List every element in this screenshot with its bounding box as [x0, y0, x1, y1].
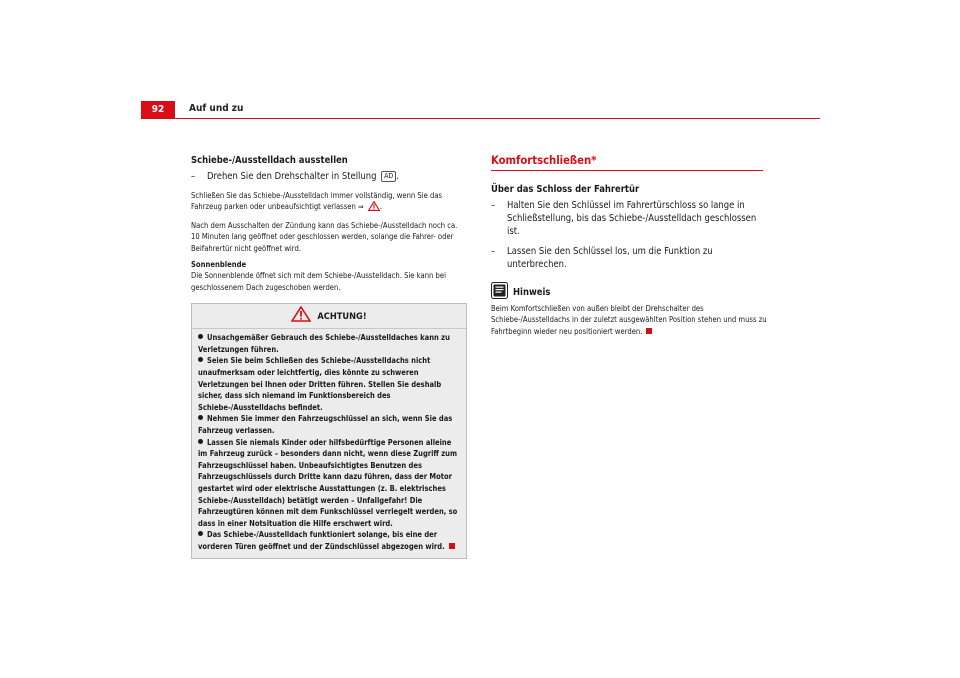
- warning-title: ACHTUNG!: [317, 310, 367, 322]
- warning-box: [191, 303, 467, 558]
- warning-bullet: [198, 437, 460, 530]
- page-number: 92: [141, 101, 175, 118]
- para1-text: Schließen Sie das Schiebe-/Ausstelldach immer vollständig, wenn Sie das Fahrzeug parken oder unbeaufsichtigt verlassen: [191, 191, 443, 212]
- note-label: Hinweis: [513, 286, 551, 298]
- note-text: [491, 303, 767, 337]
- page-header: [141, 101, 820, 118]
- step-item: [491, 199, 767, 238]
- warning-header: [192, 304, 466, 329]
- note-body: Beim Komfortschließen von außen bleibt der Drehschalter des Schiebe-/Ausstelldachs in der zuletzt ausgewählten Position stehen und muss zu Fahrtbeginn wieder neu positioniert werden.: [491, 304, 767, 336]
- warning-triangle-icon: [291, 306, 311, 326]
- paragraph-sun-visor: Die Sonnenblende öffnet sich mit dem Schiebe-/Ausstelldach. Sie kann bei geschlossenem Dach zugeschoben werden.: [191, 271, 446, 292]
- step-item: [491, 245, 767, 271]
- bullet-dot-icon: [198, 439, 203, 444]
- bullet-dot-icon: [198, 415, 203, 420]
- warning-bullet: [198, 413, 460, 436]
- warning-bullet: [198, 332, 460, 355]
- section-end-square-icon: [449, 543, 455, 549]
- note-header: [491, 283, 767, 301]
- dash-mark: –: [491, 246, 496, 257]
- warning-bullet-text: Seien Sie beim Schließen des Schiebe-/Ausstelldachs nicht unaufmerksam oder leichtfertig, dies könnte zu schweren Verletzungen bei Ihnen oder Dritten führen. Stellen Sie deshalb sicher, dass sich niemand im Funktionsbereich des Schiebe-/Ausstelldachs befindet.: [198, 356, 442, 412]
- paragraph-close-roof: [191, 190, 467, 215]
- warning-bullet-text: Unsachgemäßer Gebrauch des Schiebe-/Ausstelldaches kann zu Verletzungen führen.: [198, 333, 450, 354]
- instruction-end: .: [396, 171, 399, 182]
- step-1-text: Halten Sie den Schlüssel im Fahrertürschloss so lange in Schließstellung, bis das Schiebe-/Ausstelldach geschlossen ist.: [507, 200, 757, 237]
- instruction-text: Drehen Sie den Drehschalter in Stellung: [207, 171, 377, 182]
- bullet-dot-icon: [198, 357, 203, 362]
- paragraph-ignition: Nach dem Ausschalten der Zündung kann das Schiebe-/Ausstelldach noch ca. 10 Minuten lang geöffnet oder geschlossen werden, solange die Fahrer- oder Beifahrertür nicht geöffnet wird.: [191, 220, 458, 253]
- warning-bullet-text: Nehmen Sie immer den Fahrzeugschlüssel an sich, wenn Sie das Fahrzeug verlassen.: [198, 414, 453, 435]
- warning-bullet: [198, 355, 460, 413]
- header-rule: [141, 118, 820, 119]
- section-title-comfort-closing: Komfortschließen*: [491, 154, 763, 171]
- switch-position-key: AD: [381, 171, 396, 182]
- section-end-square-icon: [646, 328, 652, 334]
- right-column: [491, 154, 767, 337]
- section-heading-left: Schiebe-/Ausstelldach ausstellen: [191, 155, 348, 166]
- warning-triangle-icon: [368, 201, 383, 214]
- warning-bullet-text: Lassen Sie niemals Kinder oder hilfsbedürftige Personen alleine im Fahrzeug zurück – besonders dann nicht, wenn diese Zugriff zum Fahrzeugschlüssel haben. Unbeaufsichtigtes Benutzen des Fahrzeugschlüssels durch Dritte kann dazu führen, dass der Motor gestartet wird oder elektrische Ausstattungen (z. B. elektrisches Schiebe-/Ausstelldach) betätigt werden – Unfallgefahr! Die Fahrzeugtüren können mit dem Funkschlüssel verriegelt werden, so dass in einer Notsituation die Hilfe erschwert wird.: [198, 437, 458, 528]
- chapter-title: Auf und zu: [189, 103, 244, 114]
- bullet-dot-icon: [198, 334, 203, 339]
- warning-bullet-text: Das Schiebe-/Ausstelldach funktioniert solange, bis eine der vorderen Türen geöffnet und der Zündschlüssel abgezogen wird.: [198, 530, 445, 551]
- dash-mark: –: [491, 200, 496, 211]
- para1-end: .: [379, 202, 383, 212]
- bullet-dot-icon: [198, 531, 203, 536]
- left-column: [191, 154, 467, 559]
- instruction-item: [191, 170, 467, 183]
- dash-mark: –: [191, 171, 196, 182]
- subheading-sun-visor: Sonnenblende: [191, 260, 247, 270]
- note-icon: [491, 282, 508, 303]
- step-2-text: Lassen Sie den Schlüssel los, um die Funktion zu unterbrechen.: [507, 246, 713, 270]
- warning-bullet: [198, 529, 460, 552]
- reference-arrow: ⇒: [358, 202, 364, 212]
- subheading-driver-door-lock: Über das Schloss der Fahrertür: [491, 184, 640, 195]
